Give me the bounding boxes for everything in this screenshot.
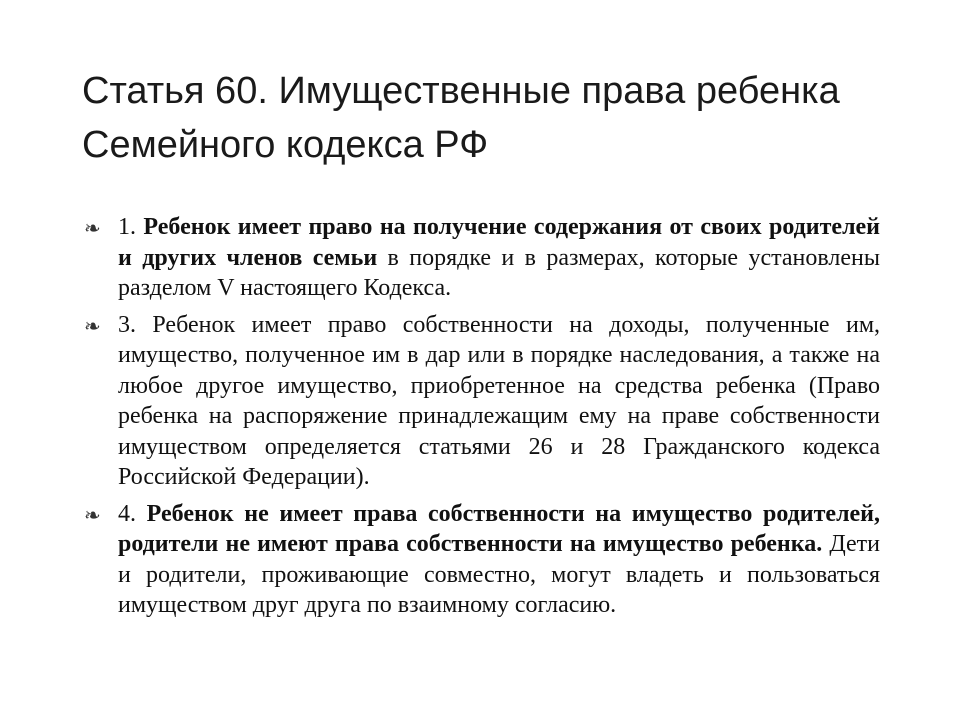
floral-heart-bullet-icon: ❧: [84, 502, 101, 527]
slide-title: Статья 60. Имущественные права ребенка Семейного кодекса РФ: [82, 70, 840, 166]
item-text: в порядке и в размерах, которые установлены разделом V настоящего Кодекса.: [118, 244, 880, 301]
item-bold-text: Ребенок не имеет права собственности на имущество родителей, родители не имеют права собственности на имущество ребенка.: [118, 500, 881, 557]
item-text: Дети и родители, проживающие совместно, могут владеть и пользоваться имуществом друг друга по взаимному согласию.: [118, 531, 880, 618]
item-number: 3.: [118, 311, 136, 338]
item-number: 1.: [118, 214, 136, 240]
bullet-list: [84, 212, 880, 627]
item-text: Ребенок имеет право собственности на доходы, полученные им, имущество, полученное им в дар или в порядке наследования, а также на любое другое имущество, приобретенное на средства ребенка (Право ребенка на распоряжение принадлежащим ему на праве собственности имуществом определяется статьями 26 и 28 Гражданского кодекса Российской Федерации).: [118, 311, 880, 490]
floral-heart-bullet-icon: ❧: [84, 313, 101, 338]
list-item: [84, 499, 880, 621]
item-number: 4.: [118, 500, 136, 527]
list-item: [84, 212, 880, 304]
floral-heart-bullet-icon: ❧: [84, 216, 101, 240]
item-bold-text: Ребенок имеет право на получение содержания от своих родителей и других членов семьи: [118, 214, 881, 271]
list-item: [84, 310, 880, 493]
